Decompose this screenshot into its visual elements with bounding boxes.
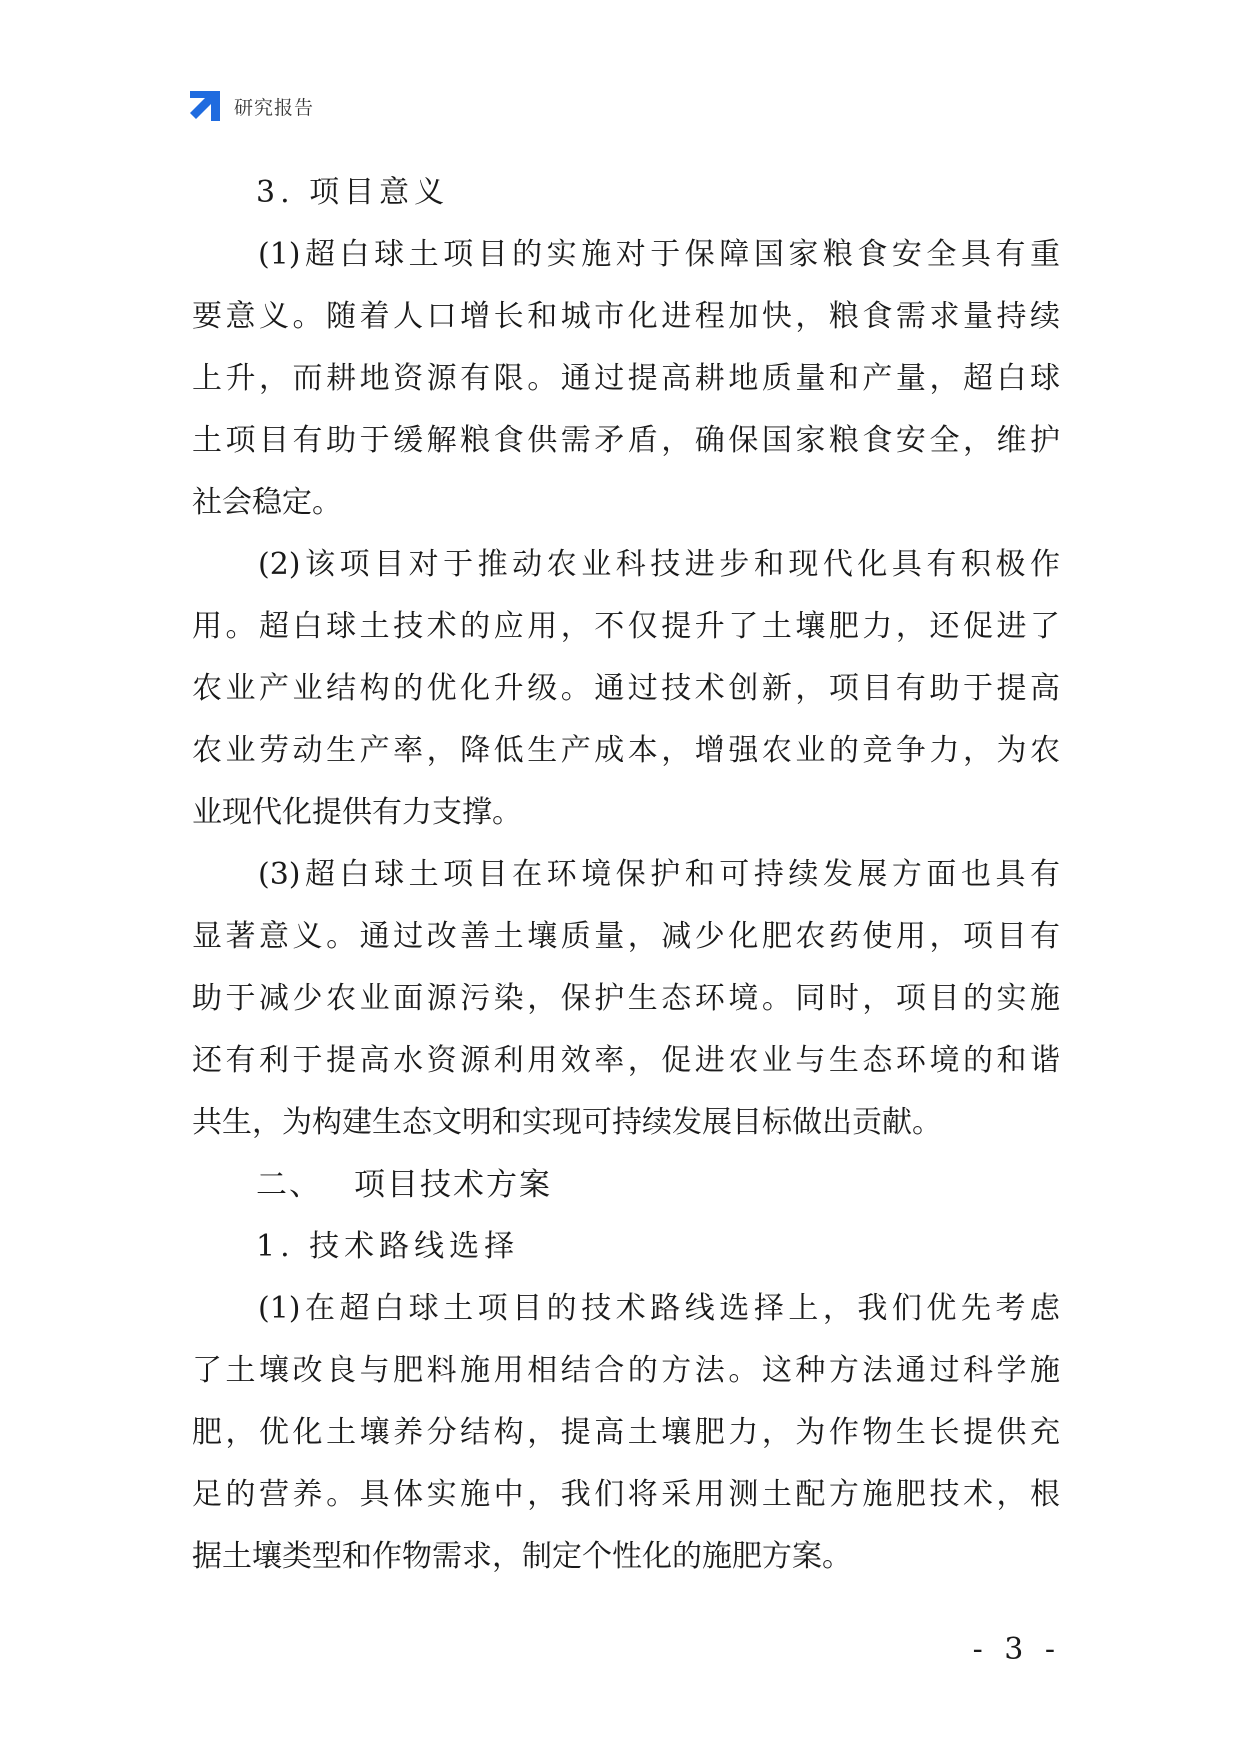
paragraph-line: (1)在超白球土项目的技术路线选择上，我们优先考虑 <box>258 1291 1060 1326</box>
paragraph-line: (3)超白球土项目在环境保护和可持续发展方面也具有 <box>258 857 1060 892</box>
chapter-number: 二、 <box>256 1167 322 1203</box>
chapter-title-technical-plan <box>192 1154 1060 1216</box>
paragraph-line: 农业劳动生产率，降低生产成本，增强农业的竞争力，为农 <box>192 733 1060 768</box>
paragraph-line: 共生，为构建生态文明和实现可持续发展目标做出贡献。 <box>192 1105 942 1140</box>
paragraph-line: 要意义。随着人口增长和城市化进程加快，粮食需求量持续 <box>192 299 1060 334</box>
paragraph-line: 社会稳定。 <box>192 485 342 520</box>
paragraph-line: (2)该项目对于推动农业科技进步和现代化具有积极作 <box>258 547 1060 582</box>
paragraph-line: 土项目有助于缓解粮食供需矛盾，确保国家粮食安全，维护 <box>192 423 1060 458</box>
page-number: - 3 - <box>972 1632 1061 1667</box>
paragraph-line: 业现代化提供有力支撑。 <box>192 795 522 830</box>
diagonal-arrow-logo-icon <box>188 89 222 123</box>
paragraph-line: 还有利于提高水资源利用效率，促进农业与生态环境的和谐 <box>192 1043 1060 1078</box>
paragraph-line: 肥，优化土壤养分结构，提高土壤肥力，为作物生长提供充 <box>192 1415 1060 1450</box>
paragraph-line: 助于减少农业面源污染，保护生态环境。同时，项目的实施 <box>192 981 1060 1016</box>
section-title-significance: 3. 项目意义 <box>256 175 450 210</box>
report-header <box>188 88 314 124</box>
paragraph-2 <box>192 534 1060 844</box>
paragraph-line: 显著意义。通过改善土壤质量，减少化肥农药使用，项目有 <box>192 919 1060 954</box>
paragraph-line: 上升，而耕地资源有限。通过提高耕地质量和产量，超白球 <box>192 361 1060 396</box>
paragraph-line: (1)超白球土项目的实施对于保障国家粮食安全具有重 <box>258 237 1060 272</box>
paragraph-line: 据土壤类型和作物需求，制定个性化的施肥方案。 <box>192 1539 852 1574</box>
chapter-title: 项目技术方案 <box>354 1167 552 1203</box>
paragraph-line: 农业产业结构的优化升级。通过技术创新，项目有助于提高 <box>192 671 1060 706</box>
paragraph-line: 足的营养。具体实施中，我们将采用测土配方施肥技术，根 <box>192 1477 1060 1512</box>
paragraph-4 <box>192 1278 1060 1588</box>
document-body <box>192 162 1060 1588</box>
paragraph-line: 了土壤改良与肥料施用相结合的方法。这种方法通过科学施 <box>192 1353 1060 1388</box>
paragraph-1 <box>192 224 1060 534</box>
paragraph-3 <box>192 844 1060 1154</box>
header-title: 研究报告 <box>234 96 315 119</box>
paragraph-line: 用。超白球土技术的应用，不仅提升了土壤肥力，还促进了 <box>192 609 1060 644</box>
section-title-tech-route: 1. 技术路线选择 <box>256 1229 520 1264</box>
